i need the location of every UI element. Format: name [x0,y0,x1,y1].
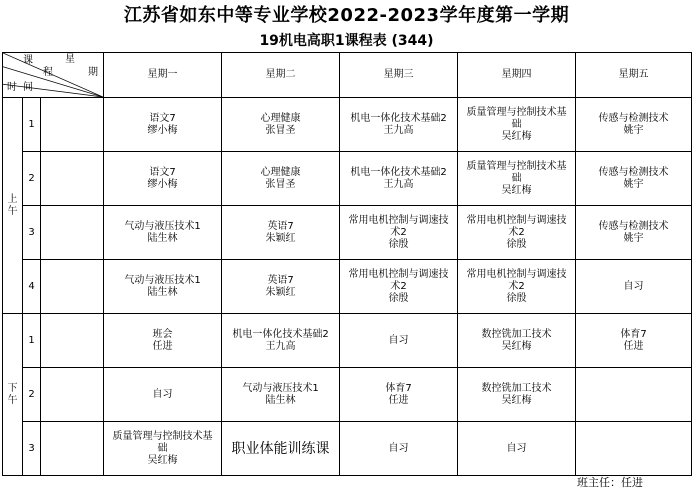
teacher-name: 王九高 [383,178,414,190]
corner-shi: 时 [7,82,17,93]
class-cell [104,260,222,314]
class-cell [340,260,458,314]
course-name: 气动与液压技术1 [124,220,201,232]
course-name: 常用电机控制与调速技 [348,214,449,226]
table-row [3,368,692,422]
class-cell [458,260,576,314]
afternoon-session-label [3,314,23,476]
class-cell [340,368,458,422]
session-char: 下 [7,382,18,394]
class-cell [222,368,340,422]
course-name: 术2 [390,280,407,292]
class-cell [576,206,692,260]
corner-qi: 期 [88,67,98,78]
course-name: 传感与检测技术 [598,166,669,178]
day-header: 星期四 [458,53,576,98]
table-row [3,98,692,152]
class-cell [340,422,458,476]
course-name: 气动与液压技术1 [124,274,201,286]
period-number: 3 [23,206,41,260]
course-name: 英语7 [267,220,294,232]
course-name: 气动与液压技术1 [242,382,319,394]
class-cell [340,152,458,206]
course-name: 语文7 [149,112,176,124]
class-cell [458,368,576,422]
course-name: 传感与检测技术 [598,220,669,232]
morning-session-label [3,98,23,314]
page-title: 江苏省如东中等专业学校2022-2023学年度第一学期 [123,5,570,26]
table-row [3,152,692,206]
class-cell [104,206,222,260]
class-cell [576,368,692,422]
period-number: 1 [23,314,41,368]
class-cell [576,260,692,314]
teacher-name: 吴红梅 [501,130,532,142]
period-number: 3 [23,422,41,476]
teacher-name: 陆生林 [147,286,178,298]
teacher-name: 朱颖红 [265,232,296,244]
class-cell [104,98,222,152]
day-header: 星期二 [222,53,340,98]
course-name: 职业体能训练课 [231,440,330,457]
teacher-name: 吴红梅 [501,340,532,352]
day-header: 星期一 [104,53,222,98]
class-cell [222,152,340,206]
course-name: 机电一体化技术基础2 [350,112,447,124]
teacher-name: 陆生林 [147,232,178,244]
course-name: 础 [157,442,168,454]
teacher-name: 任进 [152,340,173,352]
class-cell [222,98,340,152]
table-row [3,314,692,368]
course-name: 自习 [152,388,173,400]
course-name: 自习 [623,280,644,292]
corner-ke: 课 [23,55,33,66]
teacher-name: 王九高 [265,340,296,352]
class-cell [104,152,222,206]
period-number: 2 [23,152,41,206]
corner-jian: 间 [23,82,33,93]
day-header: 星期五 [576,53,692,98]
course-name: 质量管理与控制技术基 [466,160,567,172]
blank-cell [41,152,104,206]
class-cell [458,152,576,206]
course-name: 英语7 [267,274,294,286]
course-name: 自习 [506,442,527,454]
class-cell [222,260,340,314]
class-cell [104,368,222,422]
course-name: 数控铣加工技术 [481,382,552,394]
teacher-name: 姚宇 [623,178,644,190]
day-header: 星期三 [340,53,458,98]
blank-cell [41,206,104,260]
teacher-name: 朱颖红 [265,286,296,298]
class-cell [222,206,340,260]
class-cell [104,422,222,476]
teacher-name: 陆生林 [265,394,296,406]
period-number: 2 [23,368,41,422]
class-cell [576,314,692,368]
course-name: 数控铣加工技术 [481,328,552,340]
period-number: 4 [23,260,41,314]
class-cell [222,314,340,368]
head-teacher-note: 班主任：任进 [577,476,643,489]
teacher-name: 张冒圣 [265,124,296,136]
teacher-name: 徐殷 [506,238,527,250]
teacher-name: 缪小梅 [147,124,178,136]
table-row [3,206,692,260]
teacher-name: 任进 [388,394,409,406]
course-name: 常用电机控制与调速技 [466,268,567,280]
course-name: 础 [511,118,522,130]
class-cell [458,98,576,152]
teacher-name: 徐殷 [388,292,409,304]
teacher-name: 吴红梅 [147,454,178,466]
course-name: 术2 [508,280,525,292]
course-name: 机电一体化技术基础2 [232,328,329,340]
course-name: 术2 [390,226,407,238]
course-name: 常用电机控制与调速技 [466,214,567,226]
class-cell [458,206,576,260]
class-cell [576,98,692,152]
session-char: 上 [7,193,18,205]
teacher-name: 徐殷 [506,292,527,304]
class-cell [222,422,340,476]
course-name: 机电一体化技术基础2 [350,166,447,178]
period-number: 1 [23,98,41,152]
teacher-name: 任进 [623,340,644,352]
course-name: 自习 [388,334,409,346]
blank-cell [41,422,104,476]
header-row [3,53,692,98]
schedule-subtitle: 19机电高职1课程表 (344) [259,33,434,49]
class-cell [104,314,222,368]
teacher-name: 姚宇 [623,124,644,136]
teacher-name: 张冒圣 [265,178,296,190]
course-name: 自习 [388,442,409,454]
class-cell [576,152,692,206]
teacher-name: 吴红梅 [501,394,532,406]
blank-cell [41,260,104,314]
course-name: 班会 [152,328,173,340]
course-name: 础 [511,172,522,184]
teacher-name: 姚宇 [623,232,644,244]
table-row [3,260,692,314]
course-name: 心理健康 [260,112,301,124]
teacher-name: 王九高 [383,124,414,136]
corner-header [3,53,104,98]
table-row [3,422,692,476]
blank-cell [41,368,104,422]
teacher-name: 缪小梅 [147,178,178,190]
course-name: 体育7 [620,328,647,340]
session-char: 午 [7,394,18,406]
class-cell [576,422,692,476]
blank-cell [41,314,104,368]
class-cell [340,98,458,152]
teacher-name: 吴红梅 [501,184,532,196]
blank-cell [41,98,104,152]
corner-xing: 星 [65,54,75,65]
class-cell [340,206,458,260]
course-name: 术2 [508,226,525,238]
teacher-name: 徐殷 [388,238,409,250]
class-cell [340,314,458,368]
course-name: 质量管理与控制技术基 [466,106,567,118]
class-cell [458,422,576,476]
schedule-table [2,52,692,476]
course-name: 心理健康 [260,166,301,178]
session-char: 午 [7,205,18,217]
course-name: 语文7 [149,166,176,178]
course-name: 传感与检测技术 [598,112,669,124]
class-cell [458,314,576,368]
corner-cheng: 程 [43,67,53,78]
course-name: 体育7 [385,382,412,394]
course-name: 质量管理与控制技术基 [112,430,213,442]
course-name: 常用电机控制与调速技 [348,268,449,280]
